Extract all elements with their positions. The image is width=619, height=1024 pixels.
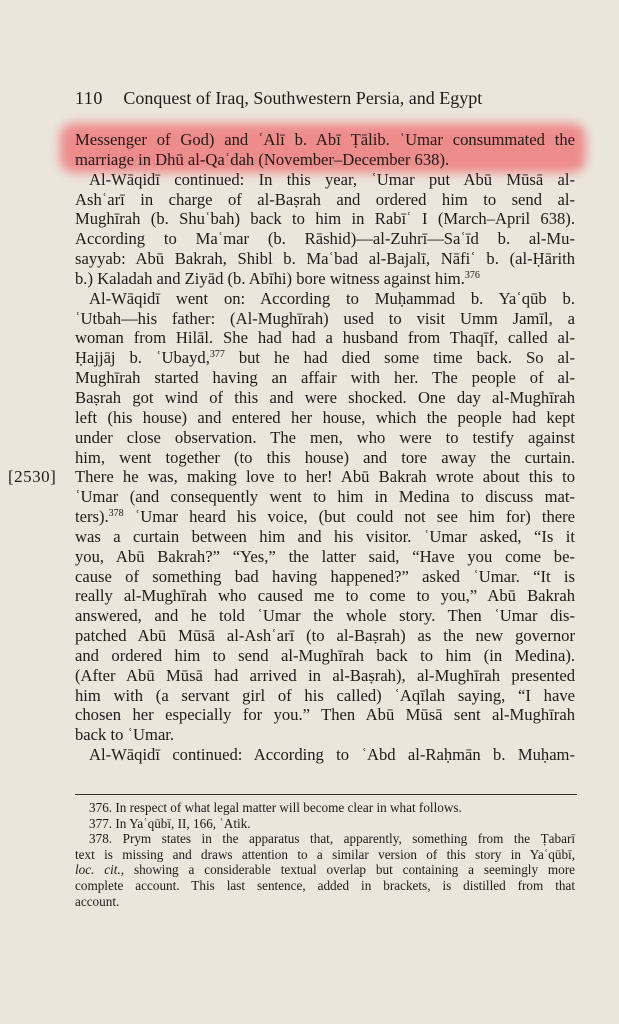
body-line: b.) Kaladah and Ziyād (b. Abīhi) bore witness against him.$^{376}$: [75, 268, 480, 288]
body-line: was a curtain between him and his visitor. ʿUmar asked, “Is it: [75, 526, 575, 546]
body-line: left (his house) and entered her house, which the people had kept: [75, 407, 575, 427]
body-line: him with (a servant girl of his called) ʿAqīlah saying, “I have: [75, 685, 575, 705]
body-line: patched Abū Mūsā al-Ashʿarī (to al-Baṣrah) as the new governor: [75, 626, 575, 646]
body-line: back to ʿUmar.: [75, 725, 175, 745]
body-line: ters).$^{378}$ ʿUmar heard his voice, (but could not see him for) there: [75, 507, 575, 527]
page-number: 110: [75, 88, 103, 108]
footnote-ref-376[interactable]: 376: [464, 269, 480, 281]
footnote-divider: [75, 794, 577, 795]
body-line: ʿUmar (and consequently went to him in Medina to discuss mat-: [75, 487, 575, 507]
footnote-378-line: account.: [75, 893, 120, 909]
body-line: Ḥajjāj b. ʿUbayd,$^{377}$ but he had died some time back. So al-: [75, 348, 576, 368]
body-line: (After Abū Mūsā had arrived in al-Baṣrah), al-Mughīrah presented: [75, 665, 575, 685]
margin-reference-number: [2530]: [8, 467, 57, 486]
footnote-378-line: loc. cit., showing a considerable textual overlap but containing a seemingly more: [75, 862, 576, 878]
body-line: and ordered him to send al-Mughīrah back to him (in Medina).: [75, 645, 575, 665]
body-line: answered, and he told ʿUmar the whole story. Then ʿUmar dis-: [75, 606, 575, 626]
body-text: [75, 130, 575, 765]
paragraph-start: Al-Wāqidī continued: According to ʿAbd al-Raḥmān b. Muḥam-: [89, 745, 575, 765]
footnote-ref-378[interactable]: 378: [108, 508, 124, 520]
body-line: really al-Mughīrah who caused me to come to you,” Abū Bakrah: [75, 586, 575, 606]
body-line: There he was, making love to her! Abū Bakrah wrote about this to: [75, 467, 575, 487]
body-line: Messenger of God) and ʿAlī b. Abī Ṭālib. ʿUmar consummated the: [75, 130, 575, 149]
body-line: you, Abū Bakrah?” “Yes,” the latter said, “Have you come be-: [75, 546, 575, 566]
body-line: Mughīrah started having an affair with her. The people of al-: [75, 368, 575, 388]
body-line: under close observation. The men, who were to testify against: [75, 427, 575, 447]
footnote-378: 378. Prym states in the apparatus that, apparently, something from the Ṭabarī: [89, 831, 575, 847]
body-line: Baṣrah got wind of this and were shocked. One day al-Mughīrah: [75, 387, 575, 407]
body-line: chosen her especially for you.” Then Abū Mūsā sent al-Mughīrah: [75, 705, 575, 725]
running-title: Conquest of Iraq, Southwestern Persia, and Egypt: [123, 88, 483, 108]
body-line: According to Maʿmar (b. Rāshid)—al-Zuhrī—Saʿīd b. al-Mu-: [75, 229, 575, 249]
loc-cit: loc. cit.,: [75, 862, 125, 878]
running-header: [75, 87, 482, 109]
paragraph-start: Al-Wāqidī continued: In this year, ʿUmar put Abū Mūsā al-: [89, 169, 575, 189]
footnotes: [75, 800, 575, 909]
footnote-ref-377[interactable]: 377: [209, 349, 225, 361]
body-line: marriage in Dhū al-Qaʿdah (November–December 638).: [75, 149, 450, 169]
body-line: Ashʿarī in charge of al-Baṣrah and ordered him to send al-: [75, 189, 575, 209]
footnote-377: 377. In Yaʿqūbī, II, 166, ʿAtik.: [89, 815, 251, 831]
body-line: cause of something bad having happened?” asked ʿUmar. “It is: [75, 566, 575, 586]
body-line: Mughīrah (b. Shuʿbah) back to him in Rabīʿ I (March–April 638).: [75, 209, 575, 229]
paragraph-start: Al-Wāqidī went on: According to Muḥammad b. Yaʿqūb b.: [89, 288, 575, 308]
body-line: him, went together (to this house) and tore away the curtain.: [75, 447, 575, 467]
footnote-376: 376. In respect of what legal matter will become clear in what follows.: [89, 800, 462, 815]
footnote-378-line: complete account. This last sentence, added in brackets, is distilled from that: [75, 877, 575, 893]
body-line: woman from Hilāl. She had had a husband from Thaqīf, called al-: [75, 328, 575, 348]
body-line: sayyab: Abū Bakrah, Shibl b. Maʿbad al-Bajalī, Nāfiʿ b. (al-Ḥārith: [75, 249, 575, 269]
footnote-378-line: text is missing and draws attention to a similar version of this story in Yaʿqūbī,: [75, 846, 575, 862]
body-line: ʿUtbah—his father: (Al-Mughīrah) used to visit Umm Jamīl, a: [75, 308, 575, 328]
